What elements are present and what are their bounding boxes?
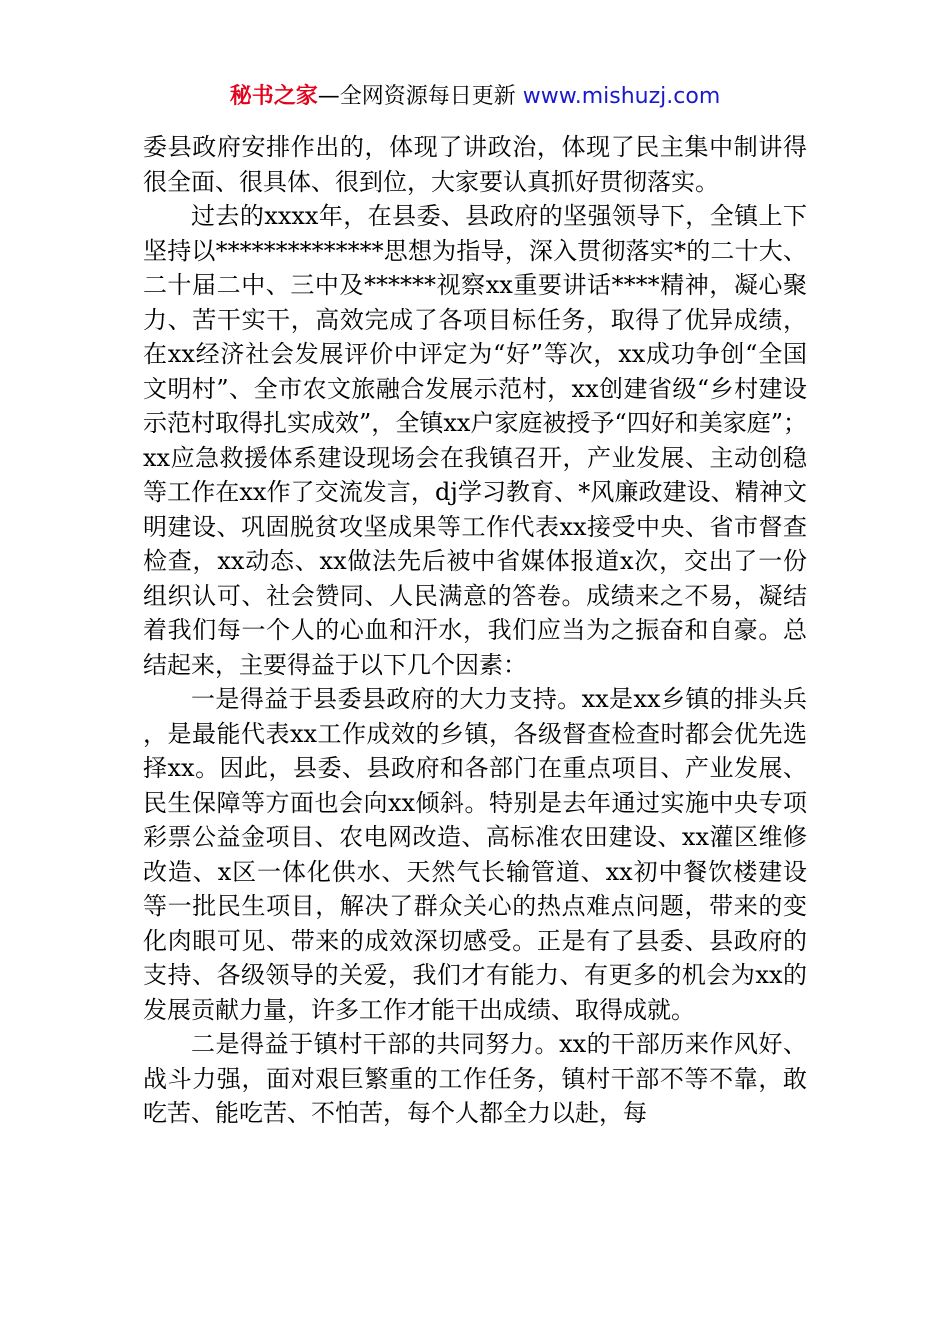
paragraph-factor-one: 一是得益于县委县政府的大力支持。xx是xx乡镇的排头兵，是最能代表xx工作成效的乡镇，各级督查检查时都会优先选择xx。因此，县委、县政府和各部门在重点项目、产业发展、民生保障等方面也会向xx倾斜。特别是去年通过实施中央专项彩票公益金项目、农电网改造、高标准农田建设、xx灌区维修改造、x区一体化供水、天然气长输管道、xx初中餐饮楼建设等一批民生项目，解决了群众关心的热点难点问题，带来的变化肉眼可见、带来的成效深切感受。正是有了县委、县政府的支持、各级领导的关爱，我们才有能力、有更多的机会为xx的发展贡献力量，许多工作才能干出成绩、取得成就。 bbox=[143, 685, 807, 1024]
site-tagline: —全网资源每日更新 bbox=[317, 84, 516, 109]
paragraph-past-year-summary: 过去的xxxx年，在县委、县政府的坚强领导下，全镇上下坚持以**************思想为指导，深入贯彻落实*的二十大、二十届二中、三中及******视察xx重要讲话****精神，凝心聚力、苦干实干，高效完成了各项目标任务，取得了优异成绩，在xx经济社会发展评价中评定为“好”等次，xx成功争创“全国文明村”、全市农文旅融合发展示范村，xx创建省级“乡村建设示范村取得扎实成效”，全镇xx户家庭被授予“四好和美家庭”；xx应急救援体系建设现场会在我镇召开，产业发展、主动创稳等工作在xx作了交流发言，dj学习教育、*风廉政建设、精神文明建设、巩固脱贫攻坚成果等工作代表xx接受中央、省市督查检查，xx动态、xx做法先后被中省媒体报道x次，交出了一份组织认可、社会赞同、人民满意的答卷。成绩来之不易，凝结着我们每一个人的心血和汗水，我们应当为之振奋和自豪。总结起来，主要得益于以下几个因素： bbox=[143, 202, 807, 679]
site-url-link[interactable]: www.mishuzj.com bbox=[522, 84, 721, 109]
site-header bbox=[0, 80, 950, 114]
paragraph-factor-two: 二是得益于镇村干部的共同努力。xx的干部历来作风好、战斗力强，面对艰巨繁重的工作任务，镇村干部不等不靠，敢吃苦、能吃苦、不怕苦，每个人都全力以赴，每 bbox=[143, 1030, 807, 1127]
site-brand: 秘书之家 bbox=[229, 84, 318, 109]
paragraph-continuation: 委县政府安排作出的，体现了讲政治，体现了民主集中制讲得很全面、很具体、很到位，大家要认真抓好贯彻落实。 bbox=[143, 133, 807, 196]
document-body bbox=[143, 130, 807, 1131]
